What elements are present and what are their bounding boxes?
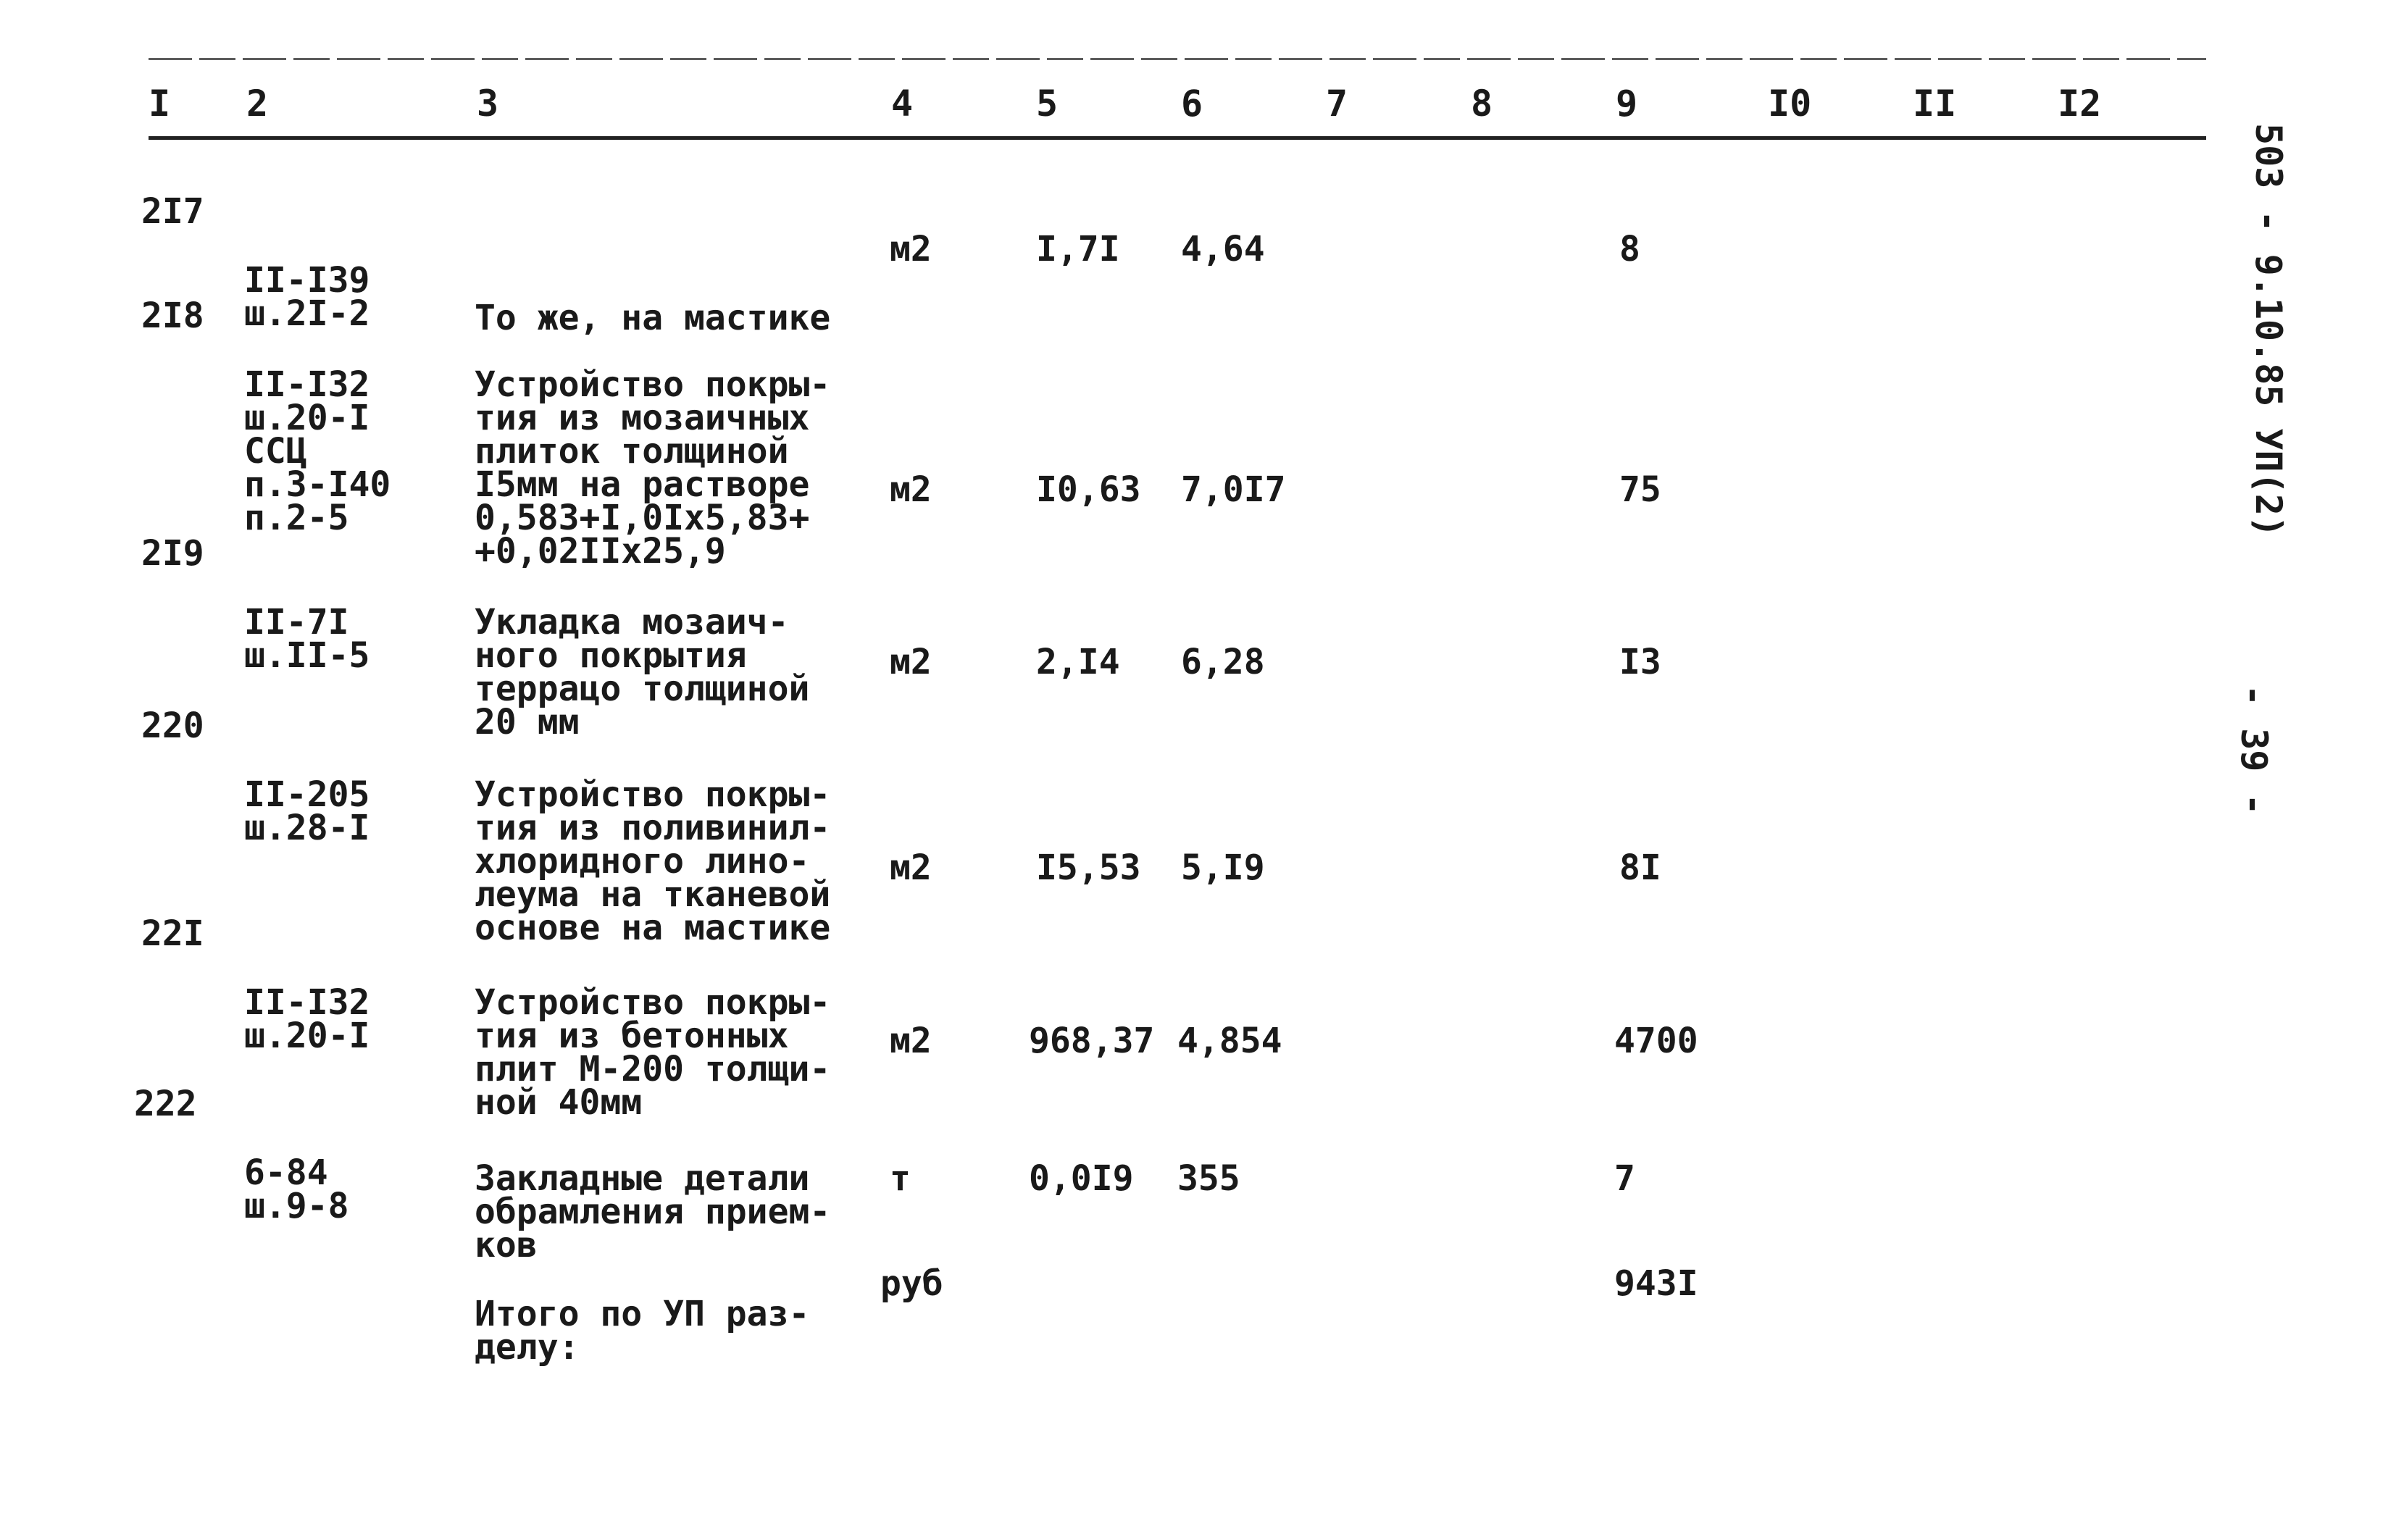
row-price: 5,I9 xyxy=(1181,848,1265,888)
row-number: 222 xyxy=(134,1084,197,1124)
row-total: 8I xyxy=(1619,848,1661,888)
top-rule xyxy=(149,58,2206,60)
row-total: 4700 xyxy=(1614,1021,1698,1061)
row-total: 75 xyxy=(1619,469,1661,510)
row-price: 7,0I7 xyxy=(1181,469,1286,510)
row-code: II-I39 ш.2I-2 xyxy=(244,260,370,334)
row-description: То же, на мастике xyxy=(475,298,831,338)
row-unit: т xyxy=(890,1158,911,1199)
col-header-3: 3 xyxy=(477,83,499,125)
page-number: - 39 - xyxy=(2233,685,2275,816)
row-number: 2I7 xyxy=(141,191,204,232)
row-description: Устройство покры- тия из бетонных плит М-200 толщи- ной 40мм xyxy=(475,982,831,1123)
row-description: Устройство покры- тия из мозаичных плиток толщиной I5мм на растворе 0,583+I,0Iх5,83+ +0,02IIх25,9 xyxy=(475,364,831,572)
summary-description: Итого по УП раз- делу: xyxy=(475,1294,810,1368)
row-quantity: 968,37 xyxy=(1029,1021,1155,1061)
row-price: 6,28 xyxy=(1181,642,1265,682)
row-unit: м2 xyxy=(890,469,932,510)
col-header-12: I2 xyxy=(2058,83,2102,125)
row-unit: м2 xyxy=(890,229,932,269)
row-quantity: 0,0I9 xyxy=(1029,1158,1134,1199)
col-header-7: 7 xyxy=(1326,83,1348,125)
row-total: 8 xyxy=(1619,229,1640,269)
row-number: 220 xyxy=(141,706,204,746)
row-number: 2I9 xyxy=(141,533,204,574)
row-total: I3 xyxy=(1619,642,1661,682)
row-description: Закладные детали обрамления прием- ков xyxy=(475,1158,831,1265)
row-description: Устройство покры- тия из поливинил- хлоридного лино- леума на тканевой основе на мастике xyxy=(475,774,831,948)
summary-total: 943I xyxy=(1614,1263,1698,1304)
row-price: 355 xyxy=(1177,1158,1240,1199)
row-number: 22I xyxy=(141,913,204,954)
row-code: II-I32 ш.20-I xyxy=(244,982,370,1056)
row-price: 4,64 xyxy=(1181,229,1265,269)
row-quantity: I,7I xyxy=(1036,229,1120,269)
row-unit: м2 xyxy=(890,642,932,682)
col-header-11: II xyxy=(1913,83,1957,125)
col-header-9: 9 xyxy=(1616,83,1638,125)
row-quantity: 2,I4 xyxy=(1036,642,1120,682)
row-code: 6-84 ш.9-8 xyxy=(244,1152,349,1226)
summary-unit: руб xyxy=(880,1263,943,1304)
row-code: II-7I ш.II-5 xyxy=(244,602,370,676)
row-code: II-I32 ш.20-I ССЦ п.3-I40 п.2-5 xyxy=(244,364,391,538)
header-rule xyxy=(149,136,2206,140)
row-quantity: I0,63 xyxy=(1036,469,1141,510)
document-code: 503 - 9.10.85 УП(2) xyxy=(2247,123,2289,537)
row-code: II-205 ш.28-I xyxy=(244,774,370,848)
col-header-5: 5 xyxy=(1036,83,1059,125)
col-header-6: 6 xyxy=(1181,83,1203,125)
col-header-8: 8 xyxy=(1471,83,1493,125)
col-header-10: I0 xyxy=(1768,83,1812,125)
row-total: 7 xyxy=(1614,1158,1635,1199)
row-quantity: I5,53 xyxy=(1036,848,1141,888)
col-header-2: 2 xyxy=(246,83,269,125)
row-description: Укладка мозаич- ного покрытия террацо толщиной 20 мм xyxy=(475,602,810,742)
row-unit: м2 xyxy=(890,848,932,888)
row-price: 4,854 xyxy=(1177,1021,1282,1061)
col-header-4: 4 xyxy=(891,83,914,125)
col-header-1: I xyxy=(149,83,171,125)
row-number: 2I8 xyxy=(141,296,204,336)
row-unit: м2 xyxy=(890,1021,932,1061)
